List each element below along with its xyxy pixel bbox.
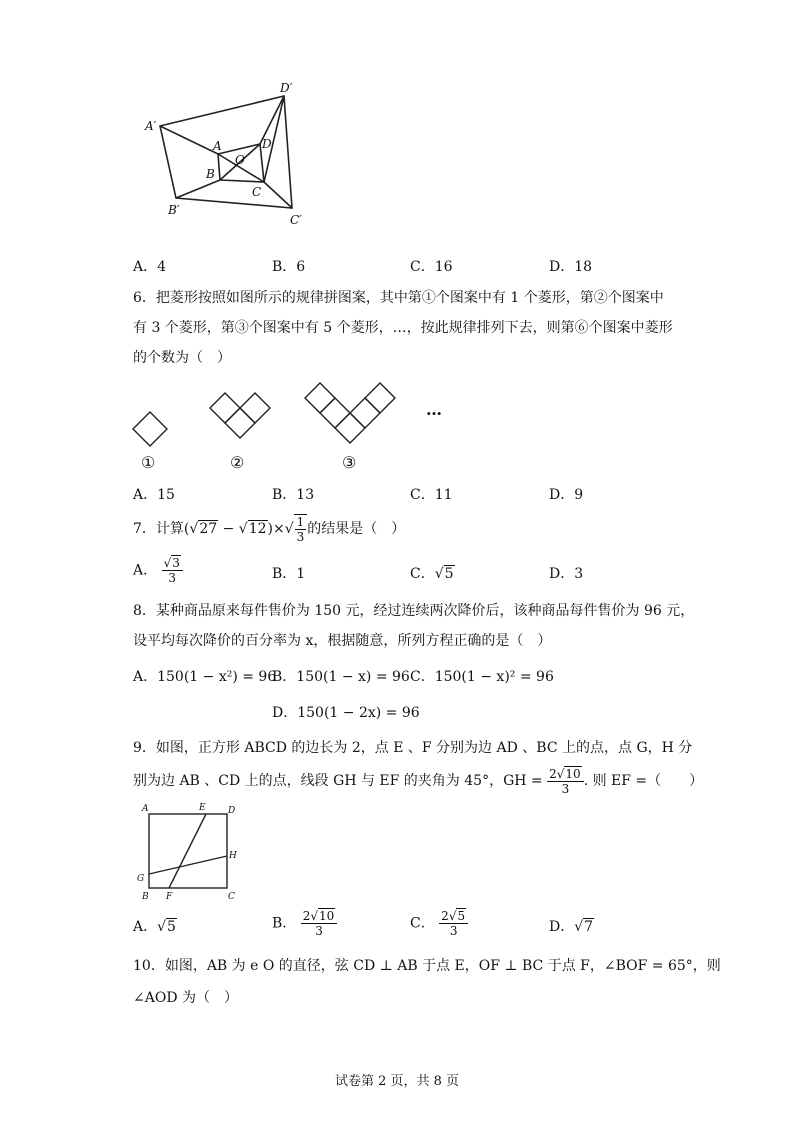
q7-stem: 7．计算(√27 − √12)×√ $\frac{1}{3}$ 的结果是（ ） — [133, 515, 406, 544]
q10-line-2: ∠AOD 为（ ） — [133, 990, 238, 1006]
label-d: D — [262, 137, 272, 151]
rhombus-pattern-1 — [133, 412, 167, 446]
label-a: A — [142, 804, 149, 814]
q8-line-1: 8．某种商品原来每件售价为 150 元，经过连续两次降价后，该种商品每件售价为 96 元， — [133, 603, 695, 619]
q8-option-d[interactable]: D．150(1 − 2x) = 96 — [272, 705, 420, 721]
pattern-label-1: ① — [141, 453, 156, 472]
q9-option-d[interactable]: D．√7 — [549, 919, 594, 935]
rhombus-pattern-3 — [305, 383, 395, 443]
q5-option-b[interactable]: B．6 — [272, 259, 306, 275]
q6-option-c[interactable]: C．11 — [410, 487, 453, 503]
pattern-label-2: ② — [230, 453, 245, 472]
label-o: O — [235, 153, 245, 167]
label-b: B — [142, 892, 149, 902]
q5-option-d[interactable]: D．18 — [549, 259, 593, 275]
q6-option-b[interactable]: B．13 — [272, 487, 315, 503]
label-b: B — [206, 167, 215, 181]
label-a-prime: A′ — [145, 119, 157, 133]
q5-option-a[interactable]: A．4 — [133, 259, 167, 275]
q8-option-b[interactable]: B．150(1 − x) = 96 — [272, 669, 410, 685]
label-c-prime: C′ — [290, 213, 302, 227]
q8-option-c[interactable]: C．150(1 − x)² = 96 — [410, 669, 554, 685]
q6-line-2: 有 3 个菱形，第③个图案中有 5 个菱形，…，按此规律排列下去，则第⑥个图案中菱形 — [133, 320, 673, 336]
q7-option-c[interactable]: C．√5 — [410, 566, 454, 582]
pattern-label-3: ③ — [342, 453, 357, 472]
q9-option-c[interactable]: C． $\frac{2√5}{3}$ — [410, 909, 468, 938]
q7-option-b[interactable]: B．1 — [272, 566, 306, 582]
label-g: G — [137, 874, 145, 884]
q6-line-3: 的个数为（ ） — [133, 350, 231, 366]
q9-option-a[interactable]: A．√5 — [133, 919, 176, 935]
label-a: A — [213, 139, 222, 153]
q5-option-c[interactable]: C．16 — [410, 259, 453, 275]
label-f: F — [166, 892, 173, 902]
q7-option-d[interactable]: D．3 — [549, 566, 584, 582]
label-b-prime: B′ — [168, 203, 180, 217]
segment-ef — [169, 814, 206, 888]
pattern-ellipsis: … — [426, 400, 442, 419]
rhombus-pattern-2 — [210, 393, 270, 438]
label-c: C — [252, 185, 262, 199]
label-e: E — [199, 803, 206, 813]
q6-figure — [130, 375, 450, 475]
label-c: C — [228, 892, 235, 902]
q10-line-1: 10．如图，AB 为 e O 的直径，弦 CD ⊥ AB 于点 E，OF ⊥ BC 于点 F，∠BOF = 65°，则 — [133, 958, 721, 974]
q9-figure — [133, 800, 243, 902]
q6-line-1: 6．把菱形按照如图所示的规律拼图案，其中第①个图案中有 1 个菱形，第②个图案中 — [133, 290, 664, 306]
label-h: H — [229, 851, 237, 861]
q6-option-d[interactable]: D．9 — [549, 487, 584, 503]
q9-line-2: 别为边 AB 、CD 上的点，线段 GH 与 EF 的夹角为 45°，GH = $\frac{2√10}{3}$ . 则 EF =（ ） — [133, 766, 704, 796]
q8-option-a[interactable]: A．150(1 − x²) = 96 — [133, 669, 277, 685]
q7-option-a[interactable]: A． $\frac{√3}{3}$ — [133, 556, 183, 585]
label-d-prime: D′ — [280, 81, 293, 95]
q6-option-a[interactable]: A．15 — [133, 487, 175, 503]
label-d: D — [228, 806, 236, 816]
segment-gh — [149, 856, 227, 874]
page-footer: 试卷第 2 页，共 8 页 — [334, 1074, 460, 1089]
q8-line-2: 设平均每次降价的百分率为 x，根据随意，所列方程正确的是（ ） — [133, 633, 552, 649]
q9-line-1: 9．如图，正方形 ABCD 的边长为 2，点 E 、F 分别为边 AD 、BC 上的点，点 G，H 分 — [133, 740, 693, 756]
q5-figure — [140, 78, 320, 228]
q9-option-b[interactable]: B． $\frac{2√10}{3}$ — [272, 909, 337, 938]
